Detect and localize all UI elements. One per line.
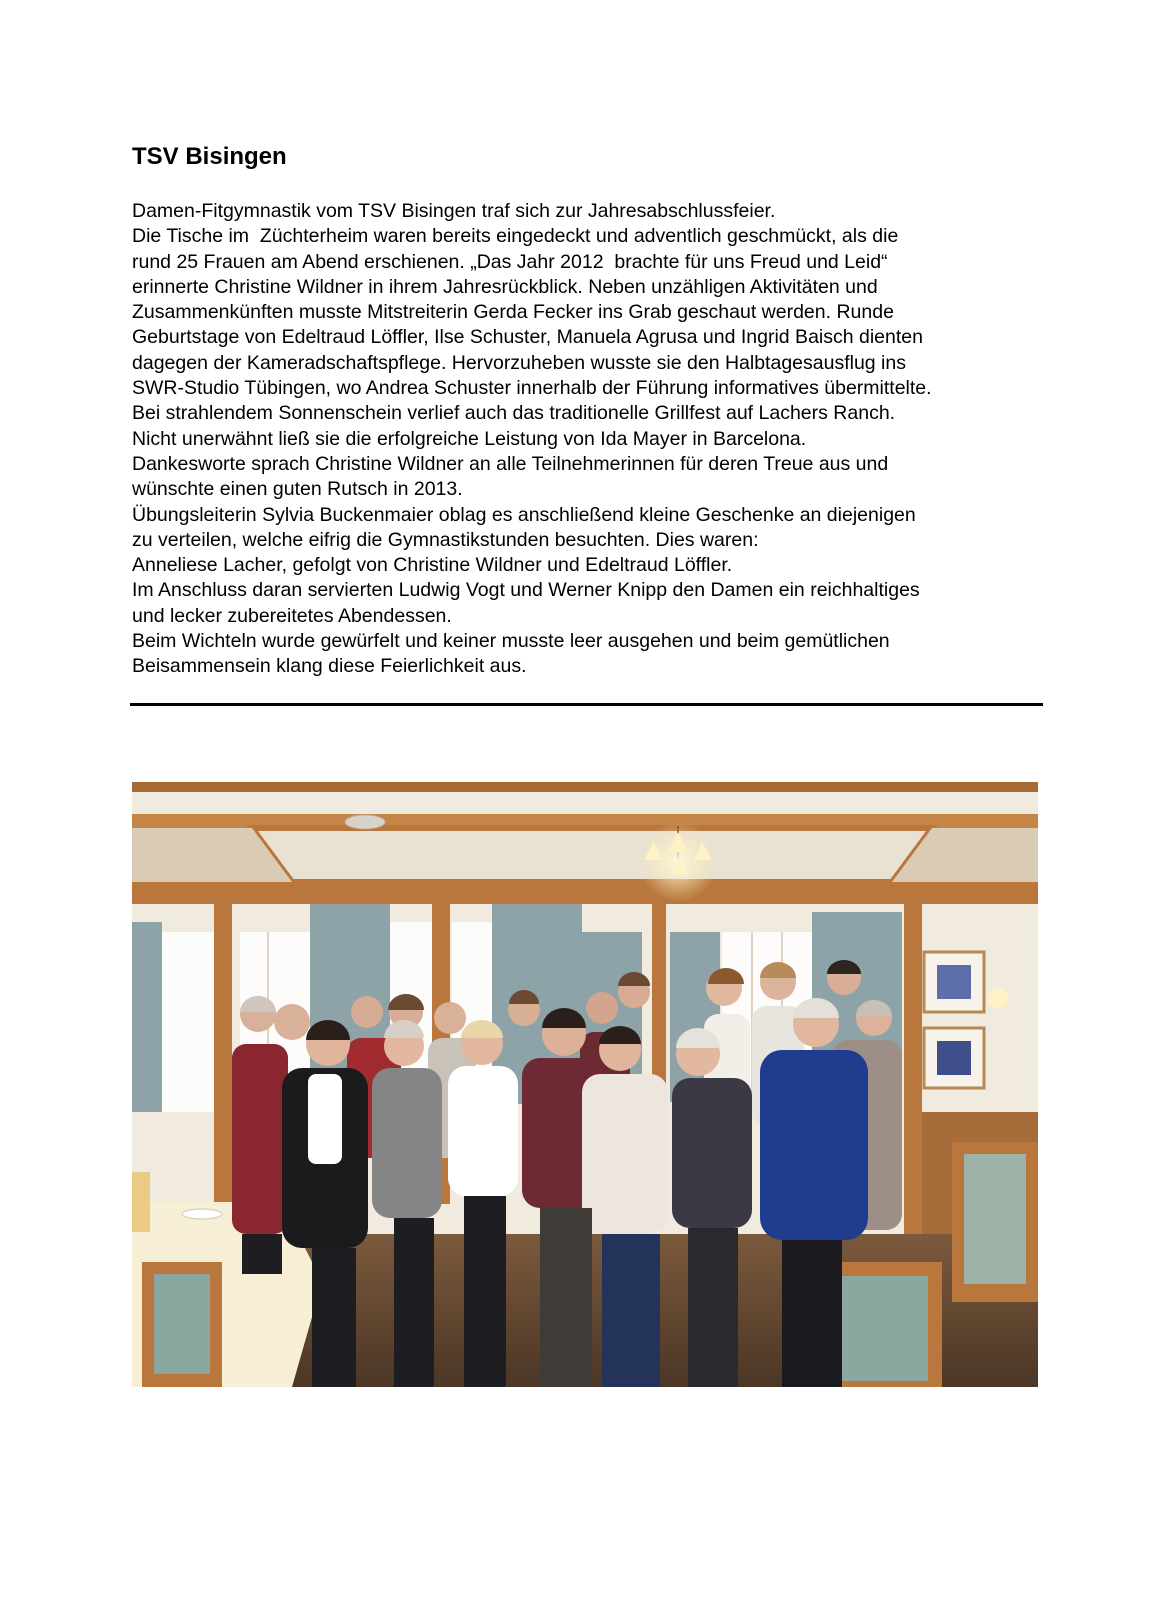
group-photo	[132, 782, 1038, 1387]
article-line: Beisammensein klang diese Feierlichkeit aus.	[132, 655, 527, 678]
article-line: wünschte einen guten Rutsch in 2013.	[132, 478, 463, 501]
article-line: Die Tische im Züchterheim waren bereits eingedeckt und adventlich geschmückt, als die	[132, 225, 899, 248]
article-line: Anneliese Lacher, gefolgt von Christine Wildner und Edeltraud Löffler.	[132, 554, 733, 577]
article-line: Übungsleiterin Sylvia Buckenmaier oblag es anschließend kleine Geschenke an diejenigen	[132, 503, 916, 526]
article-line: SWR-Studio Tübingen, wo Andrea Schuster innerhalb der Führung informatives übermittelte.	[132, 377, 932, 400]
article-line: Im Anschluss daran servierten Ludwig Vogt und Werner Knipp den Damen ein reichhaltiges	[132, 579, 920, 602]
article-line: und lecker zubereitetes Abendessen.	[132, 604, 452, 627]
article-line: zu verteilen, welche eifrig die Gymnastikstunden besuchten. Dies waren:	[132, 528, 759, 551]
horizontal-divider	[130, 703, 1043, 706]
article-line: Geburtstage von Edeltraud Löffler, Ilse Schuster, Manuela Agrusa und Ingrid Baisch dienten	[132, 326, 923, 349]
article-line: Dankesworte sprach Christine Wildner an alle Teilnehmerinnen für deren Treue aus und	[132, 452, 889, 475]
article-line: erinnerte Christine Wildner in ihrem Jahresrückblick. Neben unzähligen Aktivitäten und	[132, 275, 878, 298]
group-photo-illustration	[132, 782, 1038, 1387]
document-title: TSV Bisingen	[132, 143, 287, 170]
article-line: rund 25 Frauen am Abend erschienen. „Das Jahr 2012 brachte für uns Freud und Leid“	[132, 250, 888, 273]
article-line: Beim Wichteln wurde gewürfelt und keiner musste leer ausgehen und beim gemütlichen	[132, 630, 890, 653]
article-line: Bei strahlendem Sonnenschein verlief auch das traditionelle Grillfest auf Lachers Ranch.	[132, 402, 896, 425]
article-line: Nicht unerwähnt ließ sie die erfolgreiche Leistung von Ida Mayer in Barcelona.	[132, 427, 807, 450]
article-line: Damen-Fitgymnastik vom TSV Bisingen traf sich zur Jahresabschlussfeier.	[132, 200, 776, 222]
article-line: Zusammenkünften musste Mitstreiterin Gerda Fecker ins Grab geschaut werden. Runde	[132, 301, 894, 324]
article-line: dagegen der Kameradschaftspflege. Hervorzuheben wusste sie den Halbtagesausflug ins	[132, 351, 906, 374]
article-body	[132, 199, 1032, 680]
